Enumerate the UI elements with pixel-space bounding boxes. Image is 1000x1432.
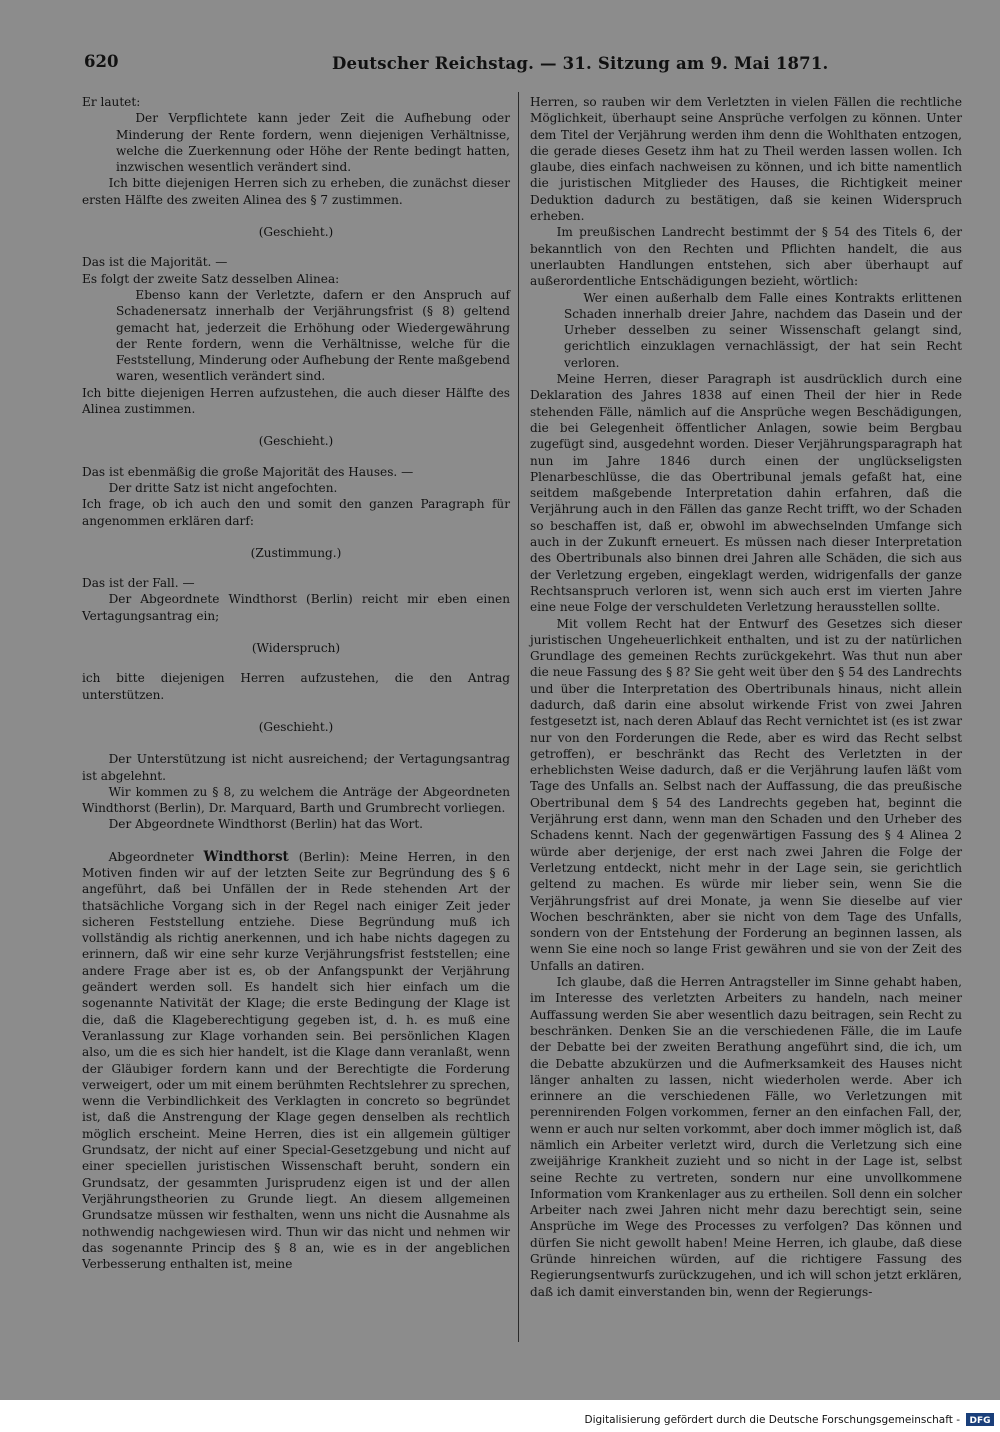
paragraph: Das ist der Fall. — [82,576,195,591]
quoted-text: Wer einen außerhalb dem Falle eines Kontrakts erlittenen Schaden innerhalb dreier Jahre, nachdem das Dasein und der Urheber desselben zu seiner Wissenschaft gelangt sind, gerichtlich einzuklagen vernachlässigt, der hat sein Recht verloren. [564,290,962,370]
paragraph: Mit vollem Recht hat der Entwurf des Gesetzes sich dieser juristischen Ungeheuerlichkeit enthalten, und ist zu der natürlichen Grundlage des gemeinen Rechts zurückgekehrt. Was thut nun aber die neue Fassung des § 8? Sie geht weit über den § 54 des Landrechts und über die Interpretation des Obertribunals hinaus, nicht allein dadurch, daß darin eine absolut wirkende Frist von zwei Jahren festgesetzt ist, nach deren Ablauf das Recht vernichtet ist (es ist zwar nur von den Forderungen die Rede, aber es wird das Recht selbst getroffen), er beschränkt das Recht des Verletzten in der erheblichsten Weise dadurch, daß er die Verjährung laufen läßt vom Tage des Unfalls an. Selbst nach der Auffassung, die das preußische Obertribunal dem § 54 des Landrechts gegeben hat, beginnt die Verjährung erst dann, wenn man den Schaden und den Urheber des Schadens kennt. Nach der gegenwärtigen Fassung des § 4 Alinea 2 würde aber derjenige, der erst nach zwei Jahren die Folge der Verletzung entdeckt, nicht mehr in der Lage sein, sie gerichtlich geltend zu machen. Es würde mir lieber sein, wenn Sie die Verjährungsfrist auf drei Monate, ja wenn Sie dieselbe auf vier Wochen beschränkten, aber sie nicht von dem Tage des Unfalls, sondern von der Entstehung der Forderung an beginnen lassen, als wenn Sie eine noch so lange Frist gewähren und sie von der Zeit des Unfalls an datiren. [530,616,962,973]
paragraph: Herren, so rauben wir dem Verletzten in vielen Fällen die rechtliche Möglichkeit, überhaupt seine Ansprüche verfolgen zu können. Unter dem Titel der Verjährung werden ihm denn die Wohlthaten entzogen, die gerade dieses Gesetz ihm hat zu Theil werden lassen wollen. Ich glaube, dies einfach nachweisen zu können, und ich bitte namentlich die juristischen Mitglieder des Hauses, die Richtigkeit meiner Deduktion dadurch zu bestätigen, daß sie keinen Widerspruch erheben. [530,95,962,224]
footer [0,1400,1000,1432]
left-column [82,94,510,1272]
speaker-name: Windthorst [203,848,289,865]
paragraph: Das ist die Majorität. — [82,255,228,270]
dfg-logo-text: DFG [969,1416,991,1426]
paragraph: Ich bitte diejenigen Herren aufzustehen, die auch dieser Hälfte des Alinea zustimmen. [82,385,510,417]
paragraph: Wir kommen zu § 8, zu welchem die Anträge der Abgeordneten Windthorst (Berlin), Dr. Marquard, Barth und Grumbrecht vorliegen. [82,784,510,816]
stage-direction: (Zustimmung.) [250,545,342,560]
right-column [530,94,962,1300]
paragraph: Das ist ebenmäßig die große Majorität des Hauses. — [82,464,414,479]
stage-direction: (Geschieht.) [258,434,334,449]
digitization-credit: Digitalisierung gefördert durch die Deutsche Forschungsgemeinschaft - [584,1414,960,1426]
paragraph: ich bitte diejenigen Herren aufzustehen, die den Antrag unterstützen. [82,671,510,702]
paragraph: Er lautet: [82,95,141,109]
column-divider [518,92,519,1342]
running-head: Deutscher Reichstag. — 31. Sitzung am 9. Mai 1871. [332,54,829,73]
quoted-text: Ebenso kann der Verletzte, dafern er den Anspruch auf Schadenersatz innerhalb der Verjährungsfrist (§ 8) geltend gemacht hat, jederzeit die Erhöhung oder Wiedergewährung der Rente fordern, wenn die Verhältnisse, welche für die Feststellung, Minderung oder Aufhebung der Rente maßgebend waren, wesentlich verändert sind. [116,287,510,384]
paragraph: Im preußischen Landrecht bestimmt der § 54 des Titels 6, der bekanntlich von den Rechten und Pflichten handelt, die aus unerlaubten Handlungen entstehen, sich aber überhaupt auf außerordentliche Entschädigungen bezieht, wörtlich: [530,225,962,289]
stage-direction: (Geschieht.) [258,225,334,240]
speech-paragraph [82,849,510,1273]
stage-direction: (Geschieht.) [258,719,334,734]
paragraph: Ich glaube, daß die Herren Antragsteller im Sinne gehabt haben, im Interesse des verletzten Arbeiters zu handeln, nach meiner Auffassung werden Sie aber wesentlich dazu beitragen, sein Recht zu beschränken. Denken Sie an die verschiedenen Fälle, die im Laufe der Debatte bei der zweiten Berathung angeführt sind, die ich, um die Debatte abzukürzen und die Aufmerksamkeit des Hauses nicht länger anhalten zu lassen, nicht wiederholen werde. Aber ich erinnere an die verschiedenen Fälle, wo Verletzungen mit perennirenden Folgen vorkommen, ferner an den einfachen Fall, der, wenn er auch nur selten vorkommt, aber doch immer möglich ist, daß nämlich ein Arbeiter verletzt wird, durch die Verletzung sich eine zweijährige Krankheit zuzieht und so nicht in der Lage ist, selbst seine Rechte zu vertreten, sondern nur eine unvollkommene Information vom Krankenlager aus zu ertheilen. Soll denn ein solcher Arbeiter nach zwei Jahren nicht mehr dazu berechtigt sein, seine Ansprüche im Wege des Processes zu verfolgen? Das können und dürfen Sie nicht gewollt haben! Meine Herren, ich glaube, daß diese Gründe hinreichen würden, auf die richtigere Fassung des Regierungsentwurfs zurückzugehen, und ich will schon jetzt erklären, daß ich damit einverstanden bin, wenn der Regierungs- [530,975,962,1299]
quoted-text: Der Verpflichtete kann jeder Zeit die Aufhebung oder Minderung der Rente fordern, wenn diejenigen Verhältnisse, welche die Zuerkennung oder Höhe der Rente bedingt hatten, inzwischen wesentlich verändert sind. [116,111,510,175]
dfg-logo [966,1413,994,1426]
paragraph: Meine Herren, dieser Paragraph ist ausdrücklich durch eine Deklaration des Jahres 1838 auf einen Theil der hier in Rede stehenden Fälle, nämlich auf die Ansprüche wegen Beschädigungen, die bei Gelegenheit öffentlicher Anlagen, sowie beim Bergbau zugefügt sind, ausgedehnt worden. Dieser Verjährungsparagraph hat nun im Jahre 1846 durch einen der unglückseligsten Plenarbeschlüsse, die das Obertribunal jemals gefaßt hat, eine seitdem maßgebende Interpretation dahin erfahren, daß die Verjährung auch in den Fällen das ganze Recht trifft, wo der Schaden so beschaffen ist, daß er, obwohl im abwechselnden Umfange sich auch in der Zukunft erneuert. Es müssen nach dieser Interpretation des Obertribunals also binnen drei Jahren alle Schäden, die sich aus der Verletzung ergeben, eingeklagt werden, widrigenfalls der ganze Rechtsanspruch verloren ist, wenn sich auch erst im vierten Jahre eine neue Folge der verschuldeten Verletzung herausstellen sollte. [530,372,962,615]
paragraph: Der Abgeordnete Windthorst (Berlin) hat das Wort. [108,817,424,832]
paragraph: Der Abgeordnete Windthorst (Berlin) reicht mir eben einen Vertagungsantrag ein; [82,592,510,623]
speech-text: (Berlin): Meine Herren, in den Motiven finden wir auf der letzten Seite zur Begründung des § 6 angeführt, daß bei Unfällen der in Rede stehenden Art der thatsächliche Vorgang sich in der Regel nach einiger Zeit jeder sicheren Feststellung entziehe. Diese Begründung muß ich vollständig als richtig anerkennen, und ich habe nichts dagegen zu erinnern, daß wir eine sehr kurze Verjährungsfrist feststellen; eine andere Frage aber ist es, ob der Anfangspunkt der Verjährung geändert werden soll. Es handelt sich hier einfach um die sogenannte Nativität der Klage; die erste Bedingung der Klage ist die, daß die Klageberechtigung gegeben ist, d. h. es muß eine Veranlassung zur Klage vorhanden sein. Bei persönlichen Klagen also, um die es sich hier handelt, ist die Klage dann veranlaßt, wenn der Gläubiger fordern kann und der Berechtigte die Forderung verweigert, oder um mit einem berühmten Rechtslehrer zu sprechen, wenn die Verbindlichkeit des Verklagten in concreto so begründet ist, daß die Anstrengung der Klage gegen denselben als rechtlich möglich erscheint. Meine Herren, dies ist ein allgemein gültiger Grundsatz, der nicht auf einer Special-Gesetzgebung und nicht auf einer speciellen juristischen Wissenschaft beruht, sondern ein Grundsatz, der gesammten Jurisprudenz eigen ist und der allen Verjährungstheorien zu Grunde liegt. An diesem allgemeinen Grundsatze müssen wir festhalten, wenn uns nicht die Ausnahme als nothwendig nachgewiesen wird. Thun wir das nicht und nehmen wir das sogenannte Princip des § 8 an, wie es in der angeblichen Verbesserung enthalten ist, meine [82,849,510,1272]
paragraph: Der dritte Satz ist nicht angefochten. [108,480,338,495]
paragraph: Ich bitte diejenigen Herren sich zu erheben, die zunächst dieser ersten Hälfte des zweiten Alinea des § 7 zustimmen. [82,176,510,207]
paragraph: Es folgt der zweite Satz desselben Alinea: [82,271,340,286]
speaker-role: Abgeordneter [108,849,194,864]
page-header [80,50,960,82]
paragraph: Der Unterstützung ist nicht ausreichend; der Vertagungsantrag ist abgelehnt. [82,752,510,783]
stage-direction: (Widerspruch) [251,641,341,656]
paragraph: Ich frage, ob ich auch den und somit den ganzen Paragraph für angenommen erklären darf: [82,497,510,528]
page-number: 620 [84,52,119,71]
